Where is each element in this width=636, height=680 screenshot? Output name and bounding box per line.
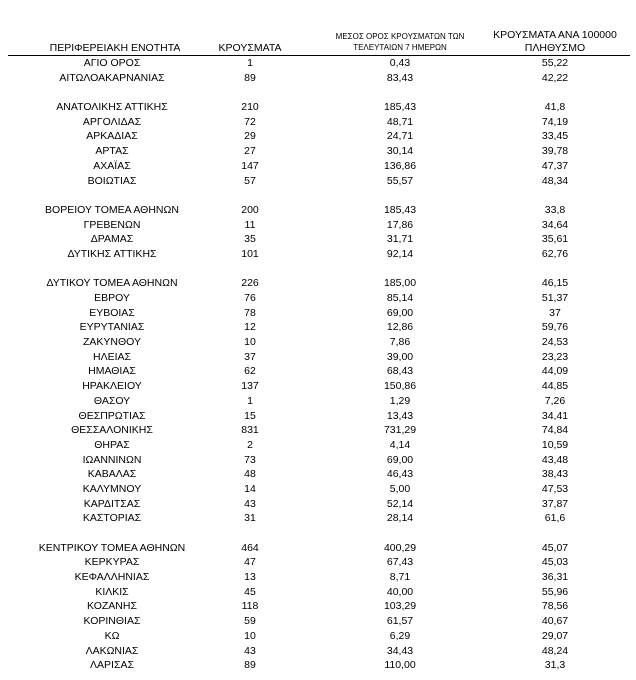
per-100k-cell: 40,67 xyxy=(541,615,569,628)
cases-cell: 1 xyxy=(247,57,253,69)
region-name-cell: ΑΡΚΑΔΙΑΣ xyxy=(86,130,138,143)
table-row xyxy=(0,174,636,189)
region-name-cell: ΕΥΡΥΤΑΝΙΑΣ xyxy=(79,321,145,334)
avg-7day-cell: 83,43 xyxy=(386,71,414,84)
avg-7day-cell: 400,29 xyxy=(383,541,417,554)
avg-7day-cell: 55,57 xyxy=(386,174,414,187)
avg-7day-cell: 136,86 xyxy=(383,159,417,172)
cases-cell: 11 xyxy=(244,218,256,231)
per-100k-cell: 47,37 xyxy=(541,159,569,172)
region-name-cell: ΔΡΑΜΑΣ xyxy=(90,233,134,246)
per-100k-cell: 48,34 xyxy=(541,174,569,187)
avg-7day-cell: 12,86 xyxy=(386,321,414,334)
table-row xyxy=(0,541,636,556)
avg-7day-cell: 17,86 xyxy=(386,218,414,231)
per-100k-cell: 74,19 xyxy=(541,115,569,128)
region-name-cell: ΚΕΝΤΡΙΚΟΥ ΤΟΜΕΑ ΑΘΗΝΩΝ xyxy=(38,541,186,554)
region-name-cell: ΘΕΣΣΑΛΟΝΙΚΗΣ xyxy=(71,424,153,437)
table-row xyxy=(0,218,636,233)
table-row xyxy=(0,409,636,424)
per-100k-cell: 45,03 xyxy=(541,556,569,569)
per-100k-cell: 78,56 xyxy=(541,600,569,613)
region-name-cell: ΘΕΣΠΡΩΤΙΑΣ xyxy=(78,409,146,422)
table-row xyxy=(0,320,636,335)
table-row xyxy=(0,232,636,247)
table-row xyxy=(0,100,636,115)
table-row xyxy=(0,629,636,644)
cases-cell: 59 xyxy=(244,615,256,628)
region-name-cell: ΖΑΚΥΝΘΟΥ xyxy=(82,336,141,349)
region-name-cell: ΚΑΛΥΜΝΟΥ xyxy=(82,482,142,495)
avg-7day-cell: 48,71 xyxy=(386,115,414,128)
cases-cell: 45 xyxy=(244,585,256,598)
per-100k-cell: 43,48 xyxy=(541,453,569,466)
per-100k-cell: 34,41 xyxy=(541,409,569,422)
table-row xyxy=(0,291,636,306)
header-cases-per-100k xyxy=(485,29,625,54)
region-name-cell: ΔΥΤΙΚΟΥ ΤΟΜΕΑ ΑΘΗΝΩΝ xyxy=(46,277,178,290)
region-name-cell: ΑΡΤΑΣ xyxy=(95,145,129,158)
avg-7day-cell: 4,14 xyxy=(389,438,411,451)
header-cases-per-100k-line1: ΚΡΟΥΣΜΑΤΑ ΑΝΑ 100000 xyxy=(493,29,617,41)
per-100k-cell: 61,6 xyxy=(544,512,566,525)
table-row xyxy=(0,570,636,585)
cases-cell: 200 xyxy=(241,203,259,216)
per-100k-cell: 37,87 xyxy=(541,497,569,510)
per-100k-cell: 55,96 xyxy=(541,585,569,598)
per-100k-cell: 7,26 xyxy=(544,394,566,407)
cases-cell: 13 xyxy=(244,571,256,584)
region-name-cell: ΚΟΡΙΝΘΙΑΣ xyxy=(83,615,141,628)
table-row xyxy=(0,423,636,438)
avg-7day-cell: 150,86 xyxy=(383,380,417,393)
per-100k-cell: 31,3 xyxy=(544,659,566,672)
per-100k-cell: 29,07 xyxy=(541,629,569,642)
region-name-cell: ΚΕΦΑΛΛΗΝΙΑΣ xyxy=(74,571,150,584)
avg-7day-cell: 39,00 xyxy=(386,350,414,363)
avg-7day-cell: 30,14 xyxy=(386,145,414,158)
region-name-cell: ΑΧΑΪΑΣ xyxy=(93,159,131,172)
avg-7day-cell: 1,29 xyxy=(389,394,411,407)
cases-cell: 10 xyxy=(244,336,256,349)
region-name-cell: ΚΟΖΑΝΗΣ xyxy=(87,600,137,613)
cases-cell: 1 xyxy=(247,394,253,407)
avg-7day-cell: 92,14 xyxy=(386,247,414,260)
cases-cell: 43 xyxy=(244,497,256,510)
region-name-cell: ΑΙΤΩΛΟΑΚΑΡΝΑΝΙΑΣ xyxy=(59,71,165,84)
cases-cell: 101 xyxy=(241,247,259,260)
region-name-cell: ΚΑΣΤΟΡΙΑΣ xyxy=(82,512,142,525)
header-cases-per-100k-line2: ΠΛΗΘΥΣΜΟ xyxy=(524,41,586,54)
cases-cell: 10 xyxy=(244,629,256,642)
cases-cell: 226 xyxy=(241,277,259,290)
avg-7day-cell: 69,00 xyxy=(386,306,414,319)
per-100k-cell: 44,09 xyxy=(541,365,569,378)
cases-cell: 89 xyxy=(244,71,256,84)
per-100k-cell: 33,8 xyxy=(544,203,566,216)
table-row xyxy=(0,379,636,394)
cases-cell: 14 xyxy=(244,482,256,495)
per-100k-cell: 74,84 xyxy=(541,424,569,437)
region-name-cell: ΛΑΡΙΣΑΣ xyxy=(90,659,134,672)
avg-7day-cell: 8,71 xyxy=(389,571,411,584)
table-row xyxy=(0,335,636,350)
cases-cell: 2 xyxy=(247,438,253,451)
table-row xyxy=(0,71,636,86)
per-100k-cell: 33,45 xyxy=(541,130,569,143)
avg-7day-cell: 731,29 xyxy=(383,424,417,437)
table-row xyxy=(0,56,636,71)
region-name-cell: ΑΝΑΤΟΛΙΚΗΣ ΑΤΤΙΚΗΣ xyxy=(56,101,168,114)
per-100k-cell: 38,43 xyxy=(541,468,569,481)
region-name-cell: ΗΜΑΘΙΑΣ xyxy=(88,365,136,378)
table-row xyxy=(0,658,636,673)
per-100k-cell: 55,22 xyxy=(541,57,569,69)
avg-7day-cell: 0,43 xyxy=(389,57,411,69)
region-name-cell: ΛΑΚΩΝΙΑΣ xyxy=(85,644,139,657)
table-row xyxy=(0,644,636,659)
cases-cell: 831 xyxy=(241,424,259,437)
avg-7day-cell: 69,00 xyxy=(386,453,414,466)
table-row xyxy=(0,555,636,570)
avg-7day-cell: 40,00 xyxy=(386,585,414,598)
table-row xyxy=(0,438,636,453)
cases-cell: 210 xyxy=(241,101,259,114)
avg-7day-cell: 28,14 xyxy=(386,512,414,525)
cases-cell: 12 xyxy=(244,321,256,334)
table-row xyxy=(0,585,636,600)
cases-cell: 27 xyxy=(244,145,256,158)
avg-7day-cell: 61,57 xyxy=(386,615,414,628)
avg-7day-cell: 6,29 xyxy=(389,629,411,642)
cases-cell: 35 xyxy=(244,233,256,246)
group-spacer xyxy=(0,188,636,203)
header-7day-average xyxy=(325,31,475,53)
per-100k-cell: 24,53 xyxy=(541,336,569,349)
cases-cell: 62 xyxy=(244,365,256,378)
region-name-cell: ΘΗΡΑΣ xyxy=(94,438,130,451)
region-name-cell: ΗΡΑΚΛΕΙΟΥ xyxy=(82,380,142,393)
cases-cell: 57 xyxy=(244,174,256,187)
table-row xyxy=(0,276,636,291)
region-name-cell: ΒΟΡΕΙΟΥ ΤΟΜΕΑ ΑΘΗΝΩΝ xyxy=(45,203,179,216)
group-spacer xyxy=(0,526,636,541)
per-100k-cell: 48,24 xyxy=(541,644,569,657)
region-name-cell: ΑΓΙΟ ΟΡΟΣ xyxy=(83,57,141,69)
table-row xyxy=(0,394,636,409)
avg-7day-cell: 85,14 xyxy=(386,292,414,304)
cases-cell: 89 xyxy=(244,659,256,672)
region-name-cell: ΚΕΡΚΥΡΑΣ xyxy=(84,556,140,569)
table-row xyxy=(0,115,636,130)
header-region: ΠΕΡΙΦΕΡΕΙΑΚΗ ΕΝΟΤΗΤΑ xyxy=(49,42,181,54)
avg-7day-cell: 13,43 xyxy=(386,409,414,422)
header-7day-average-line1: ΜΕΣΟΣ ΟΡΟΣ ΚΡΟΥΣΜΑΤΩΝ ΤΩΝ xyxy=(335,32,465,41)
avg-7day-cell: 52,14 xyxy=(386,497,414,510)
table-row xyxy=(0,497,636,512)
per-100k-cell: 36,31 xyxy=(541,571,569,584)
per-100k-cell: 37 xyxy=(549,306,561,319)
per-100k-cell: 47,53 xyxy=(541,482,569,495)
table-row xyxy=(0,614,636,629)
table-row xyxy=(0,129,636,144)
region-name-cell: ΘΑΣΟΥ xyxy=(93,394,131,407)
cases-cell: 29 xyxy=(244,130,256,143)
per-100k-cell: 62,76 xyxy=(541,247,569,260)
avg-7day-cell: 68,43 xyxy=(386,365,414,378)
table-row xyxy=(0,364,636,379)
cases-cell: 48 xyxy=(244,468,256,481)
header-7day-average-line2: ΤΕΛΕΥΤΑΙΩΝ 7 ΗΜΕΡΩΝ xyxy=(353,43,447,52)
per-100k-cell: 39,78 xyxy=(541,145,569,158)
avg-7day-cell: 5,00 xyxy=(389,482,411,495)
table-row xyxy=(0,247,636,262)
cases-cell: 43 xyxy=(244,644,256,657)
table-row xyxy=(0,203,636,218)
cases-cell: 37 xyxy=(244,350,256,363)
avg-7day-cell: 185,43 xyxy=(383,101,417,114)
table-row xyxy=(0,467,636,482)
cases-cell: 137 xyxy=(241,380,259,393)
avg-7day-cell: 7,86 xyxy=(389,336,411,349)
per-100k-cell: 44,85 xyxy=(541,380,569,393)
group-spacer xyxy=(0,262,636,277)
cases-cell: 73 xyxy=(244,453,256,466)
per-100k-cell: 51,37 xyxy=(541,292,569,304)
per-100k-cell: 23,23 xyxy=(541,350,569,363)
region-name-cell: ΔΥΤΙΚΗΣ ΑΤΤΙΚΗΣ xyxy=(67,247,157,260)
per-100k-cell: 42,22 xyxy=(541,71,569,84)
group-spacer xyxy=(0,85,636,100)
table-row xyxy=(0,453,636,468)
table-row xyxy=(0,482,636,497)
cases-table-body xyxy=(0,56,636,673)
per-100k-cell: 45,07 xyxy=(541,541,569,554)
per-100k-cell: 46,15 xyxy=(541,277,569,290)
table-row xyxy=(0,599,636,614)
region-name-cell: ΑΡΓΟΛΙΔΑΣ xyxy=(82,115,142,128)
per-100k-cell: 35,61 xyxy=(541,233,569,246)
avg-7day-cell: 34,43 xyxy=(386,644,414,657)
cases-cell: 72 xyxy=(244,115,256,128)
region-name-cell: ΒΟΙΩΤΙΑΣ xyxy=(87,174,137,187)
per-100k-cell: 59,76 xyxy=(541,321,569,334)
cases-cell: 47 xyxy=(244,556,256,569)
avg-7day-cell: 31,71 xyxy=(386,233,414,246)
region-name-cell: ΚΩ xyxy=(104,629,120,642)
avg-7day-cell: 46,43 xyxy=(386,468,414,481)
table-row xyxy=(0,511,636,526)
per-100k-cell: 10,59 xyxy=(541,438,569,451)
region-name-cell: ΗΛΕΙΑΣ xyxy=(92,350,131,363)
cases-cell: 31 xyxy=(244,512,256,525)
avg-7day-cell: 110,00 xyxy=(384,659,416,672)
region-name-cell: ΕΥΒΟΙΑΣ xyxy=(89,306,135,319)
avg-7day-cell: 185,00 xyxy=(383,277,417,290)
avg-7day-cell: 185,43 xyxy=(383,203,417,216)
cases-cell: 78 xyxy=(244,306,256,319)
cases-cell: 15 xyxy=(244,409,256,422)
table-row xyxy=(0,159,636,174)
cases-cell: 118 xyxy=(241,600,259,613)
per-100k-cell: 34,64 xyxy=(541,218,569,231)
header-cases: ΚΡΟΥΣΜΑΤΑ xyxy=(218,42,282,54)
cases-cell: 147 xyxy=(241,159,259,172)
table-row xyxy=(0,144,636,159)
table-row xyxy=(0,306,636,321)
cases-cell: 464 xyxy=(241,541,259,554)
region-name-cell: ΕΒΡΟΥ xyxy=(94,292,130,304)
region-name-cell: ΙΩΑΝΝΙΝΩΝ xyxy=(82,453,142,466)
avg-7day-cell: 67,43 xyxy=(386,556,414,569)
region-name-cell: ΚΑΡΔΙΤΣΑΣ xyxy=(83,497,141,510)
table-row xyxy=(0,350,636,365)
per-100k-cell: 41,8 xyxy=(544,101,566,114)
region-name-cell: ΚΙΛΚΙΣ xyxy=(95,585,129,598)
avg-7day-cell: 103,29 xyxy=(383,600,417,613)
avg-7day-cell: 24,71 xyxy=(386,130,414,143)
cases-cell: 76 xyxy=(244,292,256,304)
region-name-cell: ΚΑΒΑΛΑΣ xyxy=(87,468,137,481)
region-name-cell: ΓΡΕΒΕΝΩΝ xyxy=(83,218,141,231)
